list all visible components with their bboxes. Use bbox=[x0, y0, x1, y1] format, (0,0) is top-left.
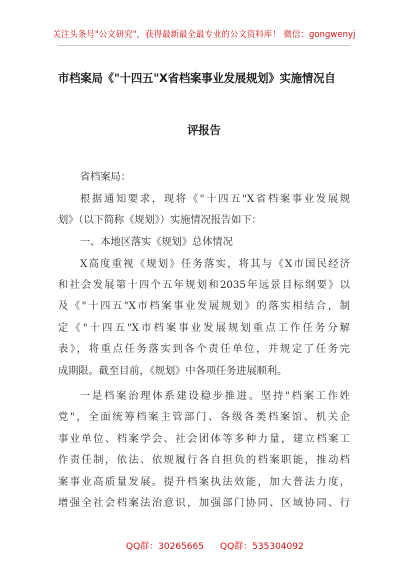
footer-qq-group-right: QQ群：535304092 bbox=[220, 542, 304, 552]
document-title-line-1: 市档案局《"十四五"X省档案事业发展规划》实施情况自 bbox=[58, 72, 336, 85]
body-line: 划》（以下简称《规划》）实施情况报告如下： bbox=[58, 215, 262, 226]
body-line: 事业单位、档案学会、社会团体等多种力量，建立档案工 bbox=[58, 434, 350, 445]
body-line: 一是档案治理体系建设稳步推进。坚持"档案工作姓 bbox=[80, 391, 350, 402]
body-line: 成期限。截至目前，《规划》中各项任务进展顺利。 bbox=[58, 366, 288, 377]
header-divider bbox=[58, 45, 350, 46]
document-title-line-2: 评报告 bbox=[187, 124, 221, 137]
body-line: X高度重视《规划》任务落实，将其与《X市国民经济 bbox=[80, 259, 350, 270]
body-line: 案事业高质量发展。提升档案执法效能，加大普法力度， bbox=[58, 477, 350, 488]
body-line: 及《"十四五"X市档案事业发展规划》的落实相结合，制 bbox=[58, 301, 350, 312]
body-line: 根据通知要求，现将《"十四五"X省档案事业发展规 bbox=[80, 194, 350, 205]
section-heading: 一、本地区落实《规划》总体情况 bbox=[80, 237, 233, 248]
body-line: 表》，将重点任务落实到各个责任单位，并规定了任务完 bbox=[58, 344, 350, 355]
body-line: 增强全社会档案法治意识，加强部门协同、区域协同、行 bbox=[58, 498, 350, 509]
footer-qq-group-left: QQ群：30265665 bbox=[126, 542, 204, 552]
body-line: 党"，全面统筹档案主管部门、各级各类档案馆、机关企 bbox=[58, 412, 350, 423]
body-line: 和社会发展第十四个五年规划和2035年远景目标纲要》以 bbox=[58, 280, 350, 291]
header-banner: 关注头条号"公文研究"，获得最新最全最专业的公文资料库！ 微信：gongwenyj bbox=[52, 29, 356, 39]
salutation: 省档案局： bbox=[80, 172, 131, 183]
body-line: 定《"十四五"X市档案事业发展规划重点工作任务分解 bbox=[58, 323, 350, 334]
body-line: 作责任制，依法、依规履行各自担负的档案职能，推动档 bbox=[58, 455, 350, 466]
